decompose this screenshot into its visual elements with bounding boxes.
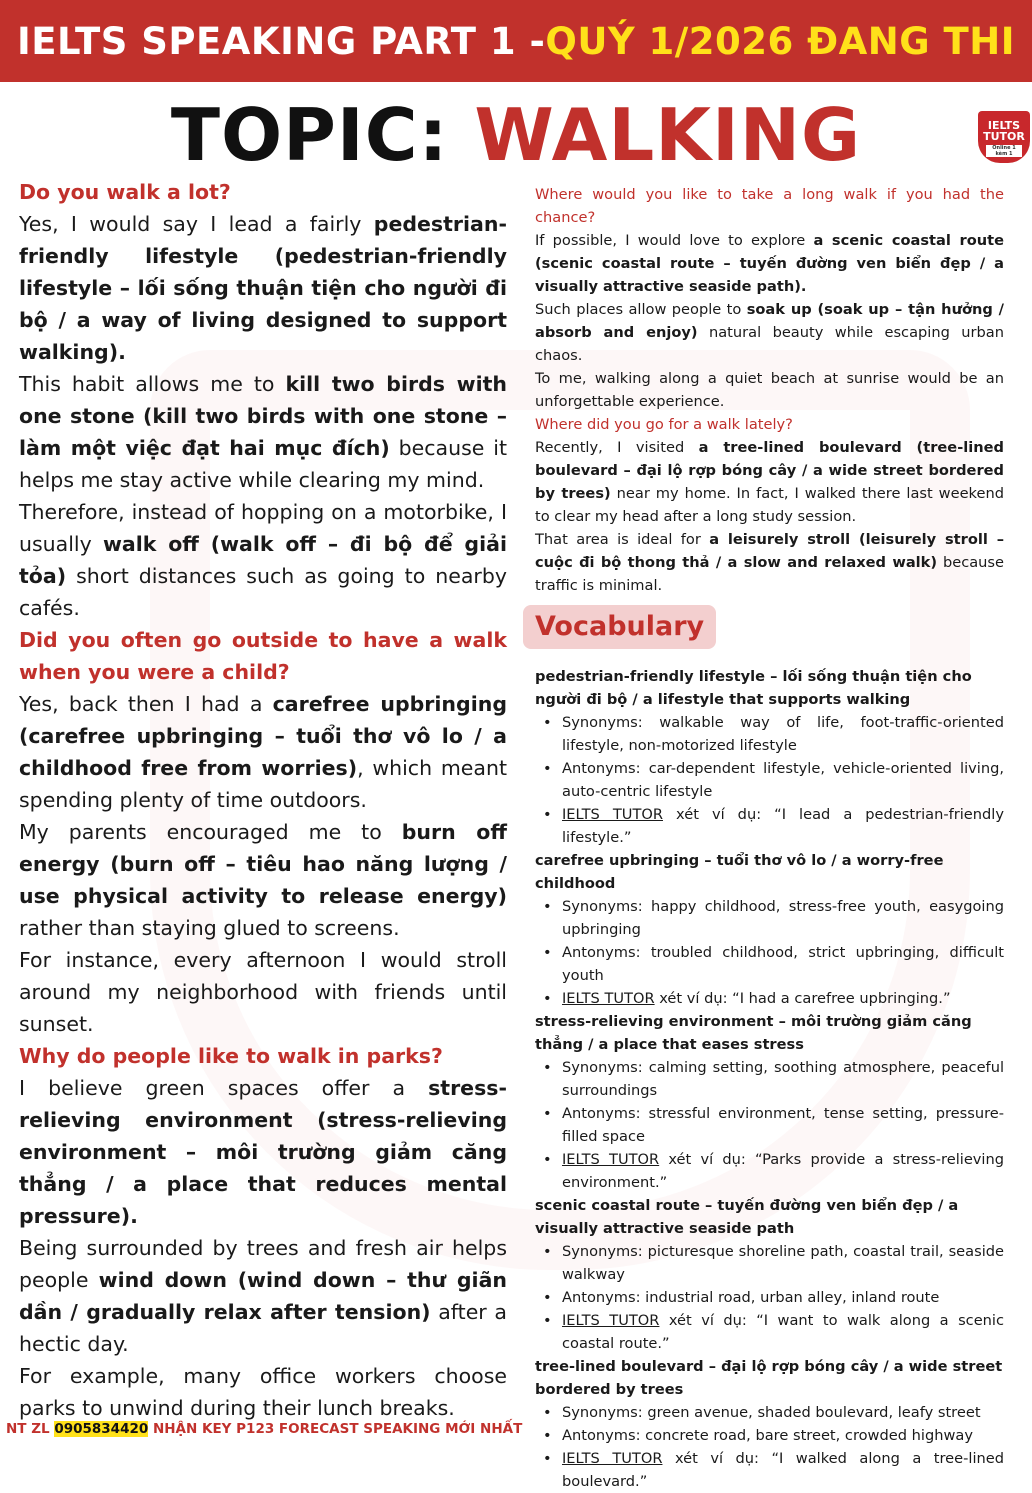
footer-text: NHẬN KEY P123 FORECAST SPEAKING MỚI NHẤT	[148, 1421, 523, 1437]
footer-note	[6, 1421, 522, 1437]
topic-prefix: TOPIC:	[170, 93, 475, 177]
text: , which meant spending plenty of time outdoors.	[19, 756, 507, 812]
vocab-bullet	[535, 1240, 1004, 1286]
answer-paragraph	[535, 436, 1004, 528]
answer-paragraph	[19, 1232, 507, 1360]
question	[19, 1040, 507, 1072]
footer-prefix: NT ZL	[6, 1421, 55, 1437]
question	[19, 624, 507, 688]
vocab-bullet	[535, 987, 1004, 1010]
vocab-bullet	[535, 1102, 1004, 1148]
vocabulary-list	[535, 665, 1004, 1493]
vocab-bullet	[535, 1447, 1004, 1493]
key-phrase: carefree upbringing (carefree upbringing – tuổi thơ vô lo / a childhood free from worries)	[19, 692, 507, 780]
vocab-term: pedestrian-friendly lifestyle – lối sống thuận tiện cho người đi bộ / a lifestyle that supports walking	[535, 668, 972, 708]
key-phrase: a scenic coastal route (scenic coastal route – tuyến đường ven biển đẹp / a visually attractive seaside path).	[535, 232, 1004, 295]
vocab-bullets	[535, 1401, 1004, 1493]
vocab-bullets	[535, 895, 1004, 1010]
text: xét ví dụ: “I want to walk along a scenic coastal route.”	[562, 1312, 1004, 1352]
vocab-bullets	[535, 711, 1004, 849]
vocab-term: stress-relieving environment – môi trường giảm căng thẳng / a place that eases stress	[535, 1013, 972, 1053]
vocab-bullets	[535, 1056, 1004, 1194]
vocab-bullet	[535, 895, 1004, 941]
text: Antonyms: stressful environment, tense setting, pressure-filled space	[562, 1105, 1004, 1145]
ielts-tutor-link[interactable]: IELTS TUTOR	[562, 1151, 660, 1168]
answer-paragraph	[19, 944, 507, 1040]
key-phrase: a leisurely stroll (leisurely stroll – cuộc đi bộ thong thả / a slow and relaxed walk)	[535, 531, 1004, 571]
ielts-tutor-link[interactable]: IELTS TUTOR	[562, 990, 655, 1007]
vocab-bullet	[535, 1424, 1004, 1447]
text: Where would you like to take a long walk if you had the chance?	[535, 186, 1004, 226]
answer-paragraph	[19, 208, 507, 368]
text: Such places allow people to	[535, 301, 747, 318]
left-column	[19, 176, 507, 1424]
answer-paragraph	[535, 298, 1004, 367]
vocab-bullet	[535, 1056, 1004, 1102]
header-title: IELTS SPEAKING PART 1 -	[16, 19, 546, 63]
key-phrase: wind down (wind down – thư giãn dần / gradually relax after tension)	[19, 1268, 507, 1324]
text: Antonyms: industrial road, urban alley, inland route	[562, 1289, 940, 1306]
vocab-bullet	[535, 941, 1004, 987]
text: short distances such as going to nearby cafés.	[19, 564, 507, 620]
vocab-bullet	[535, 757, 1004, 803]
vocab-bullet	[535, 1286, 1004, 1309]
text: This habit allows me to	[19, 372, 286, 396]
key-phrase: stress-relieving environment (stress-relieving environment – môi trường giảm căng thẳng / a place that reduces mental pressure).	[19, 1076, 507, 1228]
text: Yes, back then I had a	[19, 692, 273, 716]
right-column	[535, 183, 1004, 1493]
vocab-term: tree-lined boulevard – đại lộ rợp bóng cây / a wide street bordered by trees	[535, 1358, 1003, 1398]
page-title	[0, 92, 1032, 178]
key-phrase: pedestrian-friendly lifestyle (pedestrian-friendly lifestyle – lối sống thuận tiện cho người đi bộ / a way of living designed to support walking).	[19, 212, 507, 364]
text: because traffic is minimal.	[535, 554, 1004, 594]
topic-name: WALKING	[474, 93, 862, 177]
text: That area is ideal for	[535, 531, 710, 548]
answer-paragraph	[19, 1360, 507, 1424]
text: My parents encouraged me to	[19, 820, 402, 844]
header-banner	[0, 0, 1032, 82]
text: Synonyms: calming setting, soothing atmosphere, peaceful surroundings	[562, 1059, 1004, 1099]
key-phrase: soak up (soak up – tận hưởng / absorb and enjoy)	[535, 301, 1004, 341]
text: Recently, I visited	[535, 439, 699, 456]
text: natural beauty while escaping urban chaos.	[535, 324, 1004, 364]
text: near my home. In fact, I walked there last weekend to clear my head after a long study session.	[535, 485, 1004, 525]
text: Therefore, instead of hopping on a motorbike, I usually	[19, 500, 507, 556]
answer-paragraph	[535, 528, 1004, 597]
text: xét ví dụ: “I lead a pedestrian-friendly lifestyle.”	[562, 806, 1004, 846]
key-phrase: walk off (walk off – đi bộ để giải tỏa)	[19, 532, 507, 588]
footer-phone[interactable]: 0905834420	[54, 1421, 149, 1437]
text: Did you often go outside to have a walk when you were a child?	[19, 628, 507, 684]
text: For example, many office workers choose parks to unwind during their lunch breaks.	[19, 1364, 507, 1420]
vocab-term: scenic coastal route – tuyến đường ven biển đẹp / a visually attractive seaside path	[535, 1197, 959, 1237]
vocabulary-heading: Vocabulary	[523, 605, 716, 649]
text: Synonyms: walkable way of life, foot-traffic-oriented lifestyle, non-motorized lifestyle	[562, 714, 1004, 754]
vocab-bullet	[535, 711, 1004, 757]
ielts-tutor-link[interactable]: IELTS TUTOR	[562, 1312, 660, 1329]
answer-paragraph	[19, 688, 507, 816]
vocab-bullet	[535, 1309, 1004, 1355]
answer-paragraph	[19, 1072, 507, 1232]
text: rather than staying glued to screens.	[19, 916, 400, 940]
text: Where did you go for a walk lately?	[535, 416, 793, 433]
answer-paragraph	[19, 816, 507, 944]
text: xét ví dụ: “I had a carefree upbringing.”	[654, 990, 951, 1007]
key-phrase: kill two birds with one stone (kill two birds with one stone – làm một việc đạt hai mục đích)	[19, 372, 507, 460]
header-title-highlight: QUÝ 1/2026 ĐANG THI	[545, 19, 1015, 63]
text: Do you walk a lot?	[19, 180, 231, 204]
ielts-tutor-link[interactable]: IELTS TUTOR	[562, 806, 663, 823]
text: For instance, every afternoon I would stroll around my neighborhood with friends until sunset.	[19, 948, 507, 1036]
key-phrase: burn off energy (burn off – tiêu hao năng lượng / use physical activity to release energy)	[19, 820, 507, 908]
text: If possible, I would love to explore	[535, 232, 814, 249]
text: Synonyms: picturesque shoreline path, coastal trail, seaside walkway	[562, 1243, 1004, 1283]
vocab-bullet	[535, 1148, 1004, 1194]
vocab-term: carefree upbringing – tuổi thơ vô lo / a worry-free childhood	[535, 852, 944, 892]
question	[19, 176, 507, 208]
ielts-tutor-logo: IELTS TUTOR Online 1 kèm 1	[978, 111, 1030, 163]
text: xét ví dụ: “I walked along a tree-lined boulevard.”	[562, 1450, 1005, 1490]
key-phrase: a tree-lined boulevard (tree-lined boulevard – đại lộ rợp bóng cây / a wide street bordered by trees)	[535, 439, 1004, 502]
question	[535, 183, 1004, 229]
text: Yes, I would say I lead a fairly	[19, 212, 374, 236]
vocab-bullet	[535, 803, 1004, 849]
text: Antonyms: troubled childhood, strict upbringing, difficult youth	[562, 944, 1004, 984]
text: Synonyms: green avenue, shaded boulevard, leafy street	[562, 1404, 981, 1421]
text: Antonyms: concrete road, bare street, crowded highway	[562, 1427, 973, 1444]
vocab-bullets	[535, 1240, 1004, 1355]
text: Antonyms: car-dependent lifestyle, vehicle-oriented living, auto-centric lifestyle	[562, 760, 1004, 800]
vocab-bullet	[535, 1401, 1004, 1424]
ielts-tutor-link[interactable]: IELTS TUTOR	[562, 1450, 663, 1467]
text: because it helps me stay active while clearing my mind.	[19, 436, 507, 492]
text: xét ví dụ: “Parks provide a stress-relieving environment.”	[562, 1151, 1004, 1191]
answer-paragraph	[535, 229, 1004, 298]
text: Synonyms: happy childhood, stress-free youth, easygoing upbringing	[562, 898, 1004, 938]
text: after a hectic day.	[19, 1300, 507, 1356]
answer-paragraph	[19, 368, 507, 496]
answer-paragraph	[19, 496, 507, 624]
answer-paragraph	[535, 367, 1004, 413]
text: Being surrounded by trees and fresh air helps people	[19, 1236, 507, 1292]
text: To me, walking along a quiet beach at sunrise would be an unforgettable experience.	[535, 370, 1004, 410]
text: I believe green spaces offer a	[19, 1076, 429, 1100]
question	[535, 413, 1004, 436]
text: Why do people like to walk in parks?	[19, 1044, 443, 1068]
